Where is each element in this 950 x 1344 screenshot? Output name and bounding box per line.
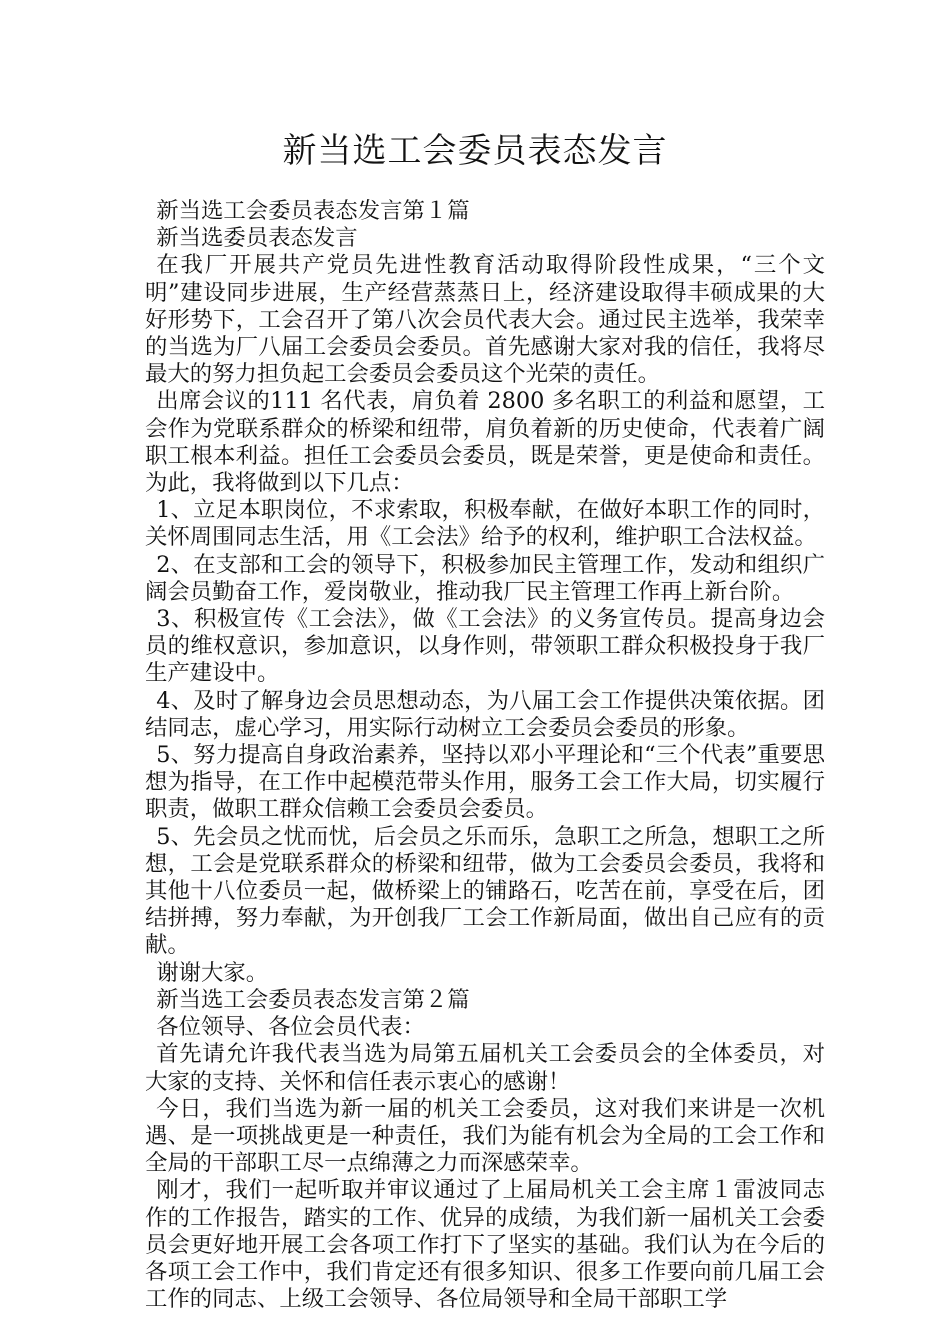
body-paragraph: 在我厂开展共产党员先进性教育活动取得阶段性成果，“三个文明”建设同步进展，生产经营蒸蒸日上，经济建设取得丰硕成果的大好形势下，工会召开了第八次会员代表大会。通过民主选举，我荣幸的当选为厂八届工会委员会委员。首先感谢大家对我的信任，我将尽最大的努力担负起工会委员会委员这个光荣的责任。 bbox=[145, 252, 825, 388]
speech-subtitle: 新当选委员表态发言 bbox=[156, 225, 358, 252]
part-1-heading: 新当选工会委员表态发言第１篇 bbox=[156, 198, 470, 224]
part-2-heading: 新当选工会委员表态发言第２篇 bbox=[156, 986, 470, 1013]
list-item: 5、努力提高自身政治素养，坚持以邓小平理论和“三个代表”重要思想为指导，在工作中起模范带头作用，服务工会工作大局，切实履行职责，做职工群众信赖工会委员会委员。 bbox=[145, 742, 825, 823]
list-item: 5、先会员之忧而忧，后会员之乐而乐，急职工之所急，想职工之所想，工会是党联系群众的桥梁和纽带，做为工会委员会委员，我将和其他十八位委员一起，做桥梁上的铺路石，吃苦在前，享受在后，团结拼搏，努力奉献，为开创我厂工会工作新局面，做出自己应有的贡献。 bbox=[145, 823, 825, 959]
document-title: 新当选工会委员表态发言 bbox=[282, 131, 668, 171]
document-body bbox=[145, 198, 825, 1313]
list-item: 4、及时了解身边会员思想动态，为八届工会工作提供决策依据。团结同志，虚心学习，用实际行动树立工会委员会委员的形象。 bbox=[145, 687, 825, 741]
list-item: 1、立足本职岗位，不求索取，积极奉献，在做好本职工作的同时，关怀周围同志生活，用《工会法》给予的权利，维护职工合法权益。 bbox=[145, 497, 825, 551]
body-paragraph: 刚才，我们一起听取并审议通过了上届局机关工会主席１雷波同志作的工作报告，踏实的工作、优异的成绩，为我们新一届机关工会委员会更好地开展工会各项工作打下了坚实的基础。我们认为在今后的各项工会工作中，我们肯定还有很多知识、很多工作要向前几届工会工作的同志、上级工会领导、各位局领导和全局干部职工学 bbox=[145, 1177, 825, 1313]
body-paragraph: 今日，我们当选为新一届的机关工会委员，这对我们来讲是一次机遇、是一项挑战更是一种责任，我们为能有机会为全局的工会工作和全局的干部职工尽一点绵薄之力而深感荣幸。 bbox=[145, 1095, 825, 1177]
list-item: 3、积极宣传《工会法》，做《工会法》的义务宣传员。提高身边会员的维权意识，参加意识，以身作则，带领职工群众积极投身于我厂生产建设中。 bbox=[145, 606, 825, 687]
closing-line: 谢谢大家。 bbox=[156, 959, 269, 986]
body-paragraph: 首先请允许我代表当选为局第五届机关工会委员会的全体委员，对大家的支持、关怀和信任表示衷心的感谢！ bbox=[145, 1041, 825, 1095]
body-paragraph: 出席会议的111 名代表，肩负着 2800 多名职工的利益和愿望，工会作为党联系群众的桥梁和纽带，肩负着新的历史使命，代表着广阔职工根本利益。担任工会委员会委员，既是荣誉，更是使命和责任。为此，我将做到以下几点： bbox=[145, 388, 825, 497]
list-item: 2、在支部和工会的领导下，积极参加民主管理工作，发动和组织广阔会员勤奋工作，爱岗敬业，推动我厂民主管理工作再上新台阶。 bbox=[145, 551, 825, 605]
salutation: 各位领导、各位会员代表： bbox=[156, 1014, 425, 1041]
